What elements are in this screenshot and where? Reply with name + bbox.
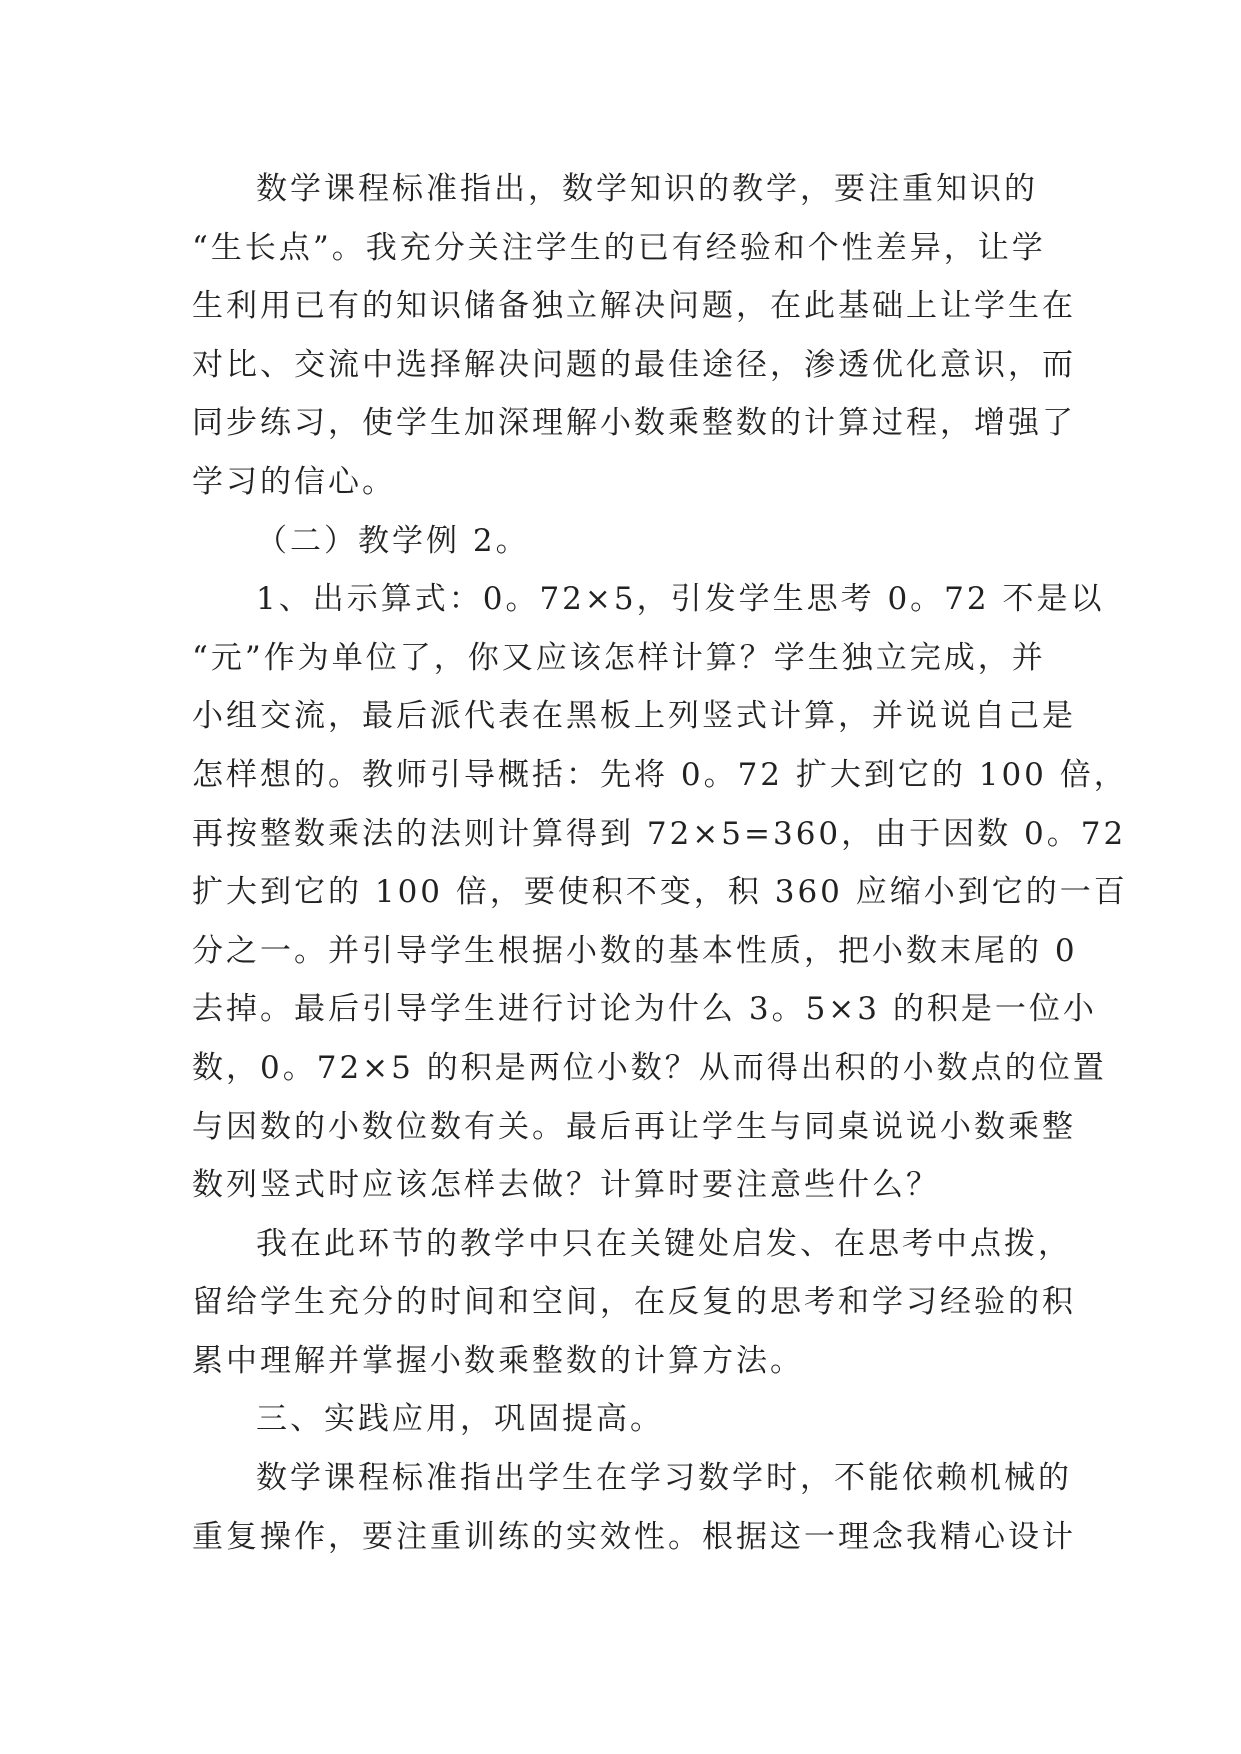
text-line: 去掉。最后引导学生进行讨论为什么 3。5×3 的积是一位小 [192,991,1097,1028]
text-line: 分之一。并引导学生根据小数的基本性质，把小数末尾的 0 [192,932,1078,969]
text-line: 1、出示算式：0。72×5，引发学生思考 0。72 不是以 [256,581,1105,618]
text-line: 数列竖式时应该怎样去做？计算时要注意些什么？ [192,1167,940,1204]
text-line: 扩大到它的 100 倍，要使积不变，积 360 应缩小到它的一百 [192,874,1128,911]
text-line: 与因数的小数位数有关。最后再让学生与同桌说说小数乘整 [192,1108,1076,1145]
text-line: 数，0。72×5 的积是两位小数？从而得出积的小数点的位置 [192,1049,1107,1086]
text-line: 留给学生充分的时间和空间，在反复的思考和学习经验的积 [192,1284,1076,1321]
text-line: 累中理解并掌握小数乘整数的计算方法。 [192,1342,804,1379]
text-line: 同步练习，使学生加深理解小数乘整数的计算过程，增强了 [192,405,1076,442]
text-line: “元”作为单位了，你又应该怎样计算？学生独立完成，并 [192,639,1046,676]
text-line: 再按整数乘法的法则计算得到 72×5=360，由于因数 0。72 [192,815,1127,852]
text-line: 我在此环节的教学中只在关键处启发、在思考中点拨， [256,1225,1072,1262]
text-line: 对比、交流中选择解决问题的最佳途径，渗透优化意识，而 [192,346,1076,383]
text-line: 怎样想的。教师引导概括：先将 0。72 扩大到它的 100 倍， [192,756,1128,793]
text-line: 重复操作，要注重训练的实效性。根据这一理念我精心设计 [192,1518,1076,1555]
text-line: 学习的信心。 [192,463,396,500]
text-line: 数学课程标准指出学生在学习数学时，不能依赖机械的 [256,1460,1072,1497]
section-heading: （二）教学例 2。 [256,522,530,559]
text-line: 生利用已有的知识储备独立解决问题，在此基础上让学生在 [192,288,1076,325]
document-body [192,160,1128,1566]
text-line: 数学课程标准指出，数学知识的教学，要注重知识的 [256,171,1038,207]
section-heading: 三、实践应用，巩固提高。 [256,1401,664,1438]
text-line: “生长点”。我充分关注学生的已有经验和个性差异，让学 [192,229,1046,266]
text-line: 小组交流，最后派代表在黑板上列竖式计算，并说说自己是 [192,698,1076,735]
